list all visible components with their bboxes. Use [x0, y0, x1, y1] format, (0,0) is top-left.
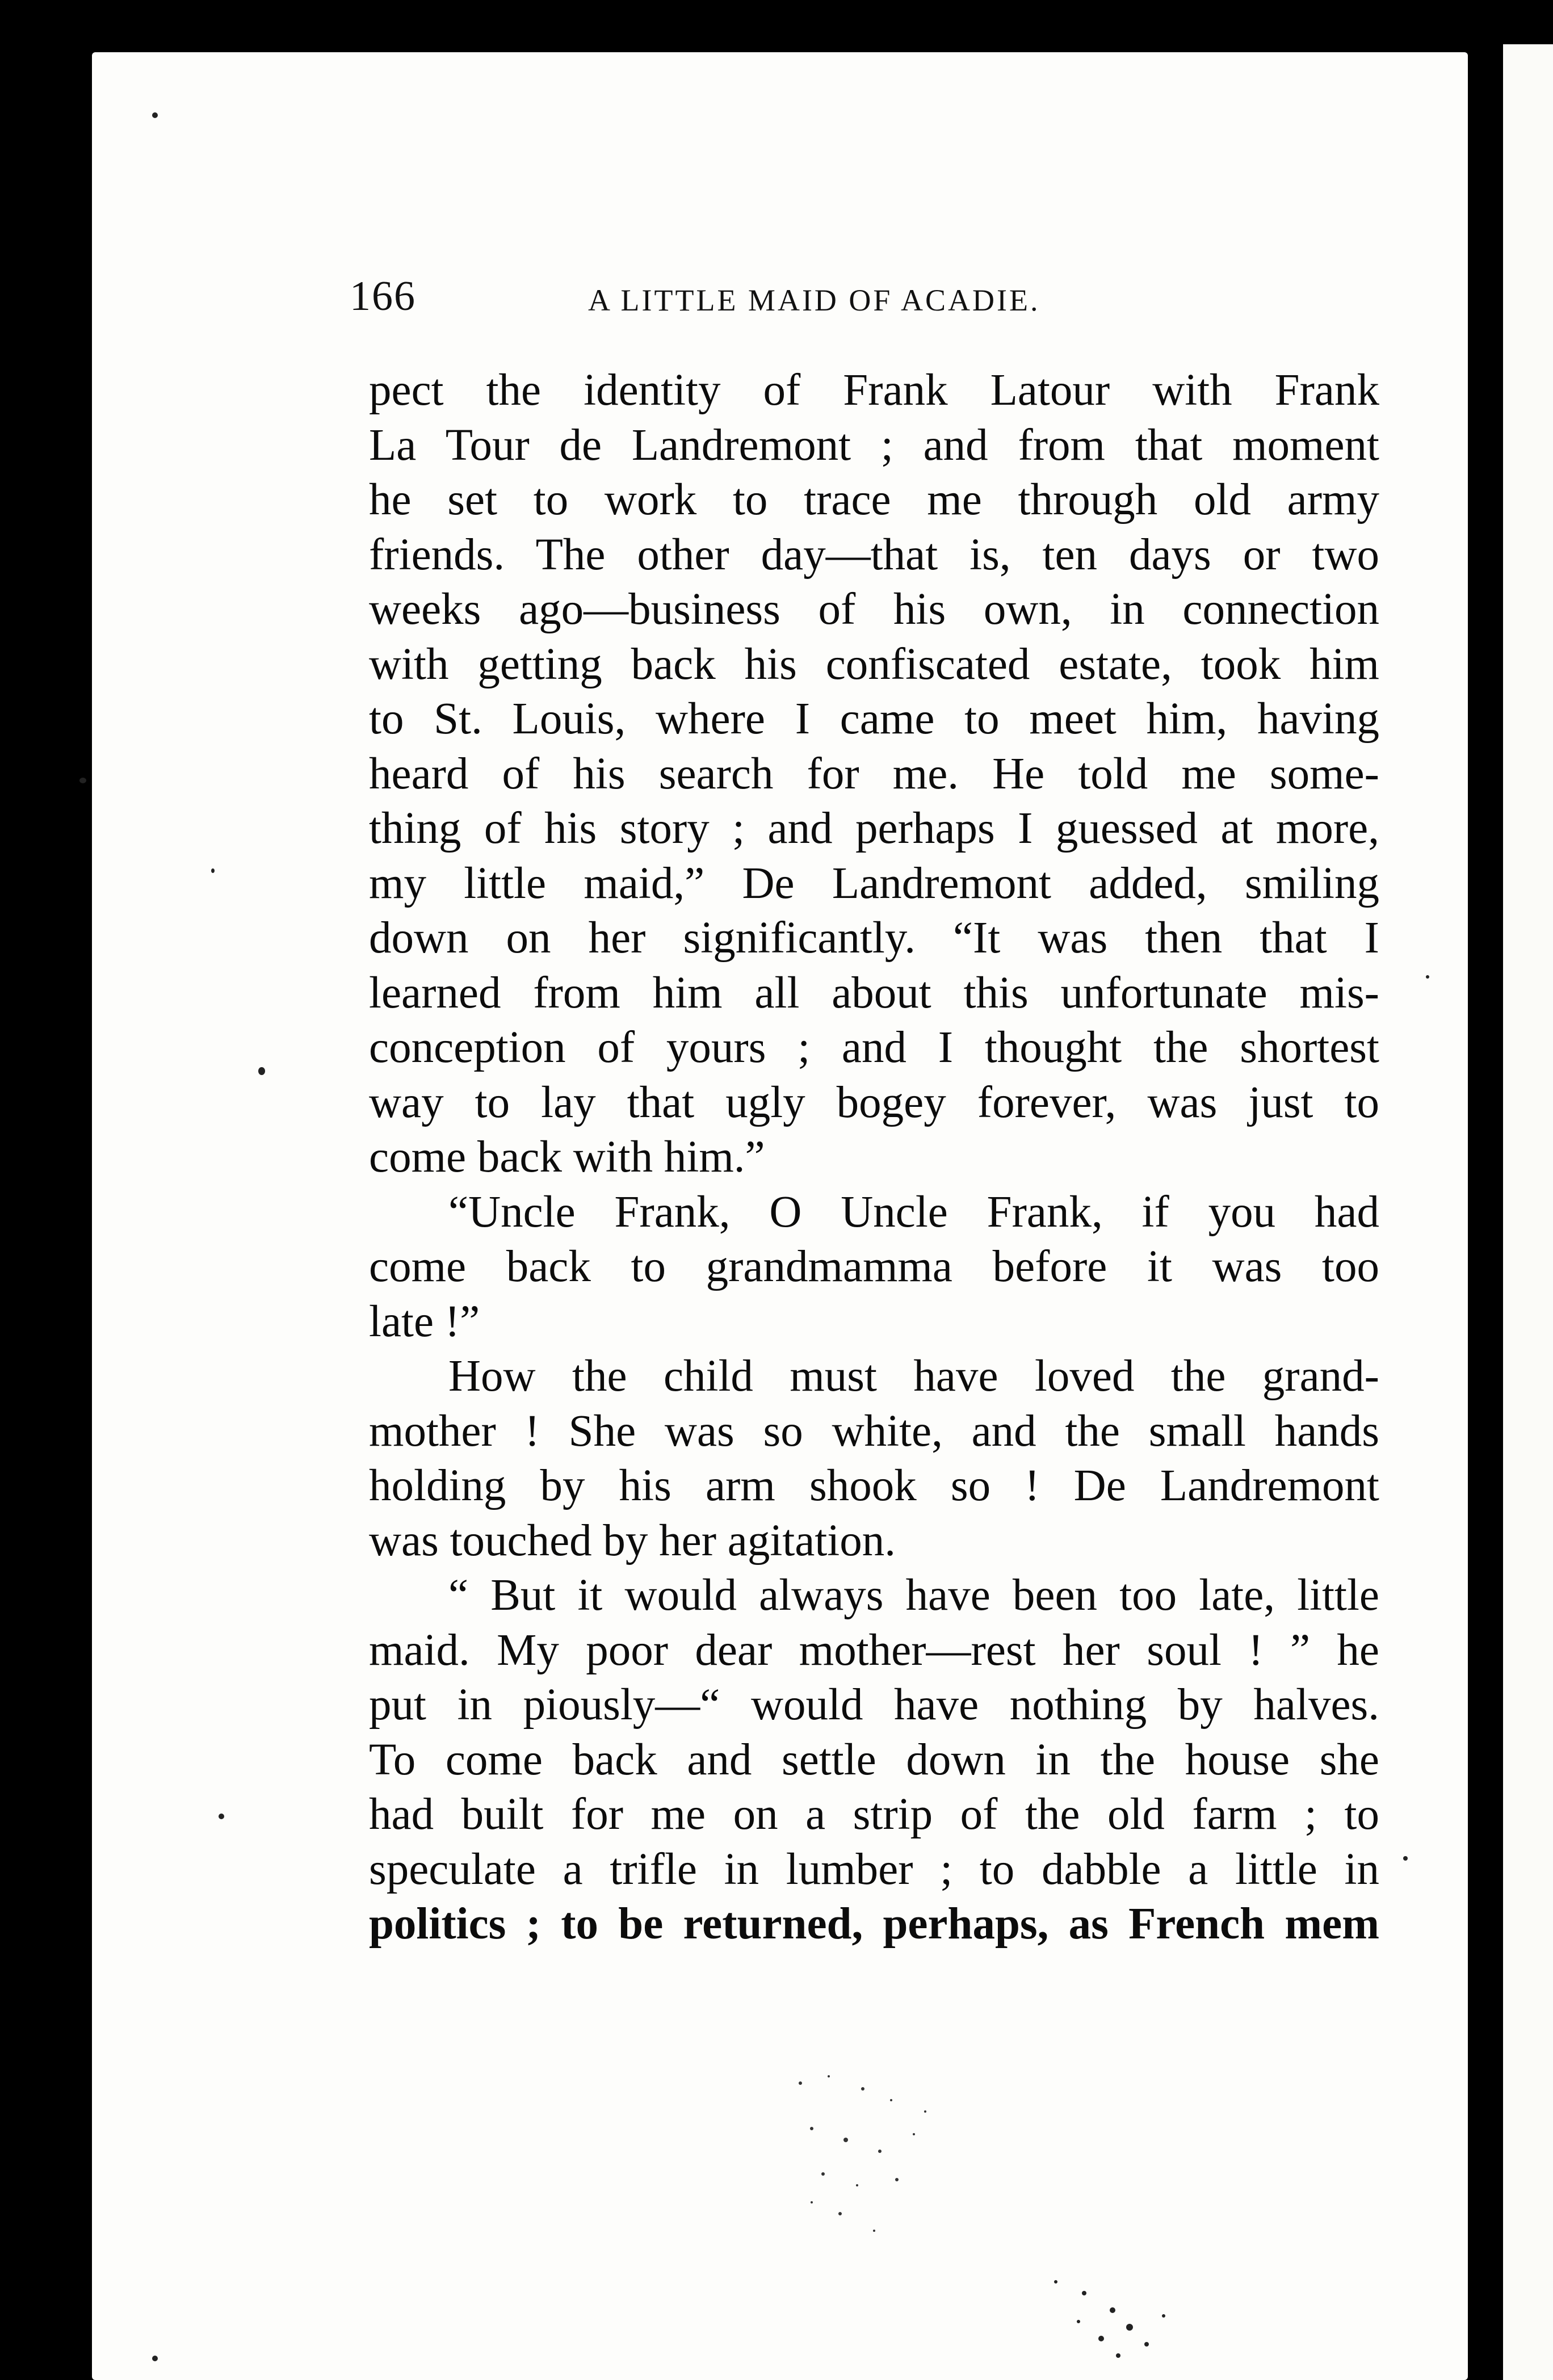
text-line: heard of his search for me. He told me some-	[369, 749, 1379, 799]
text-line: had built for me on a strip of the old farm ; to	[369, 1790, 1379, 1839]
text-line: friends. The other day—that is, ten days or two	[369, 530, 1379, 580]
text-line: he set to work to trace me through old army	[369, 475, 1379, 524]
text-line: come back with him.”	[369, 1132, 765, 1182]
text-line: down on her significantly. “It was then that I	[369, 913, 1379, 963]
text-line: weeks ago—business of his own, in connection	[369, 585, 1379, 634]
text-line: late !”	[369, 1296, 480, 1346]
text-line: politics ; to be returned, perhaps, as French mem	[369, 1899, 1379, 1949]
text-line: my little maid,” De Landremont added, smiling	[369, 858, 1379, 908]
body-text	[369, 363, 1379, 1952]
scan-speck	[211, 868, 215, 873]
text-line: conception of yours ; and I thought the shortest	[369, 1023, 1379, 1072]
page-number: 166	[350, 273, 416, 320]
scan-speck	[1426, 975, 1429, 979]
text-line: thing of his story ; and perhaps I guessed at more,	[369, 804, 1379, 853]
text-line: was touched by her agitation.	[369, 1516, 896, 1565]
text-line: way to lay that ugly bogey forever, was just to	[369, 1077, 1379, 1127]
scan-speck	[79, 778, 86, 783]
scan-smudge	[1033, 2259, 1203, 2367]
text-line: “ But it would always have been too late, little	[448, 1571, 1379, 1620]
scan-speck	[152, 112, 158, 118]
adjacent-page-edge	[1503, 44, 1553, 2380]
text-line: come back to grandmamma before it was too	[369, 1242, 1379, 1291]
text-line: holding by his arm shook so ! De Landremont	[369, 1461, 1379, 1510]
text-line: How the child must have loved the grand-	[448, 1351, 1379, 1401]
text-line: with getting back his confiscated estate, took him	[369, 639, 1379, 689]
text-line: put in piously—“ would have nothing by halves.	[369, 1680, 1379, 1730]
text-line: mother ! She was so white, and the small hands	[369, 1406, 1379, 1456]
text-line: To come back and settle down in the house she	[369, 1735, 1379, 1785]
text-line: maid. My poor dear mother—rest her soul ! ” he	[369, 1625, 1379, 1675]
text-line: speculate a trifle in lumber ; to dabble a little in	[369, 1844, 1379, 1894]
scan-speck	[219, 1814, 224, 1819]
running-title: A LITTLE MAID OF ACADIE.	[588, 283, 1040, 317]
text-line: La Tour de Landremont ; and from that moment	[369, 420, 1379, 470]
text-line: learned from him all about this unfortunate mis-	[369, 968, 1379, 1018]
text-line: to St. Louis, where I came to meet him, having	[369, 694, 1379, 744]
scan-speck	[258, 1067, 265, 1075]
text-line: pect the identity of Frank Latour with Frank	[369, 366, 1379, 415]
page-header	[350, 272, 1383, 335]
text-line: “Uncle Frank, O Uncle Frank, if you had	[448, 1187, 1379, 1237]
scan-smudge	[778, 2066, 971, 2253]
scan-speck	[1403, 1856, 1408, 1861]
scan-speck	[152, 2356, 158, 2361]
